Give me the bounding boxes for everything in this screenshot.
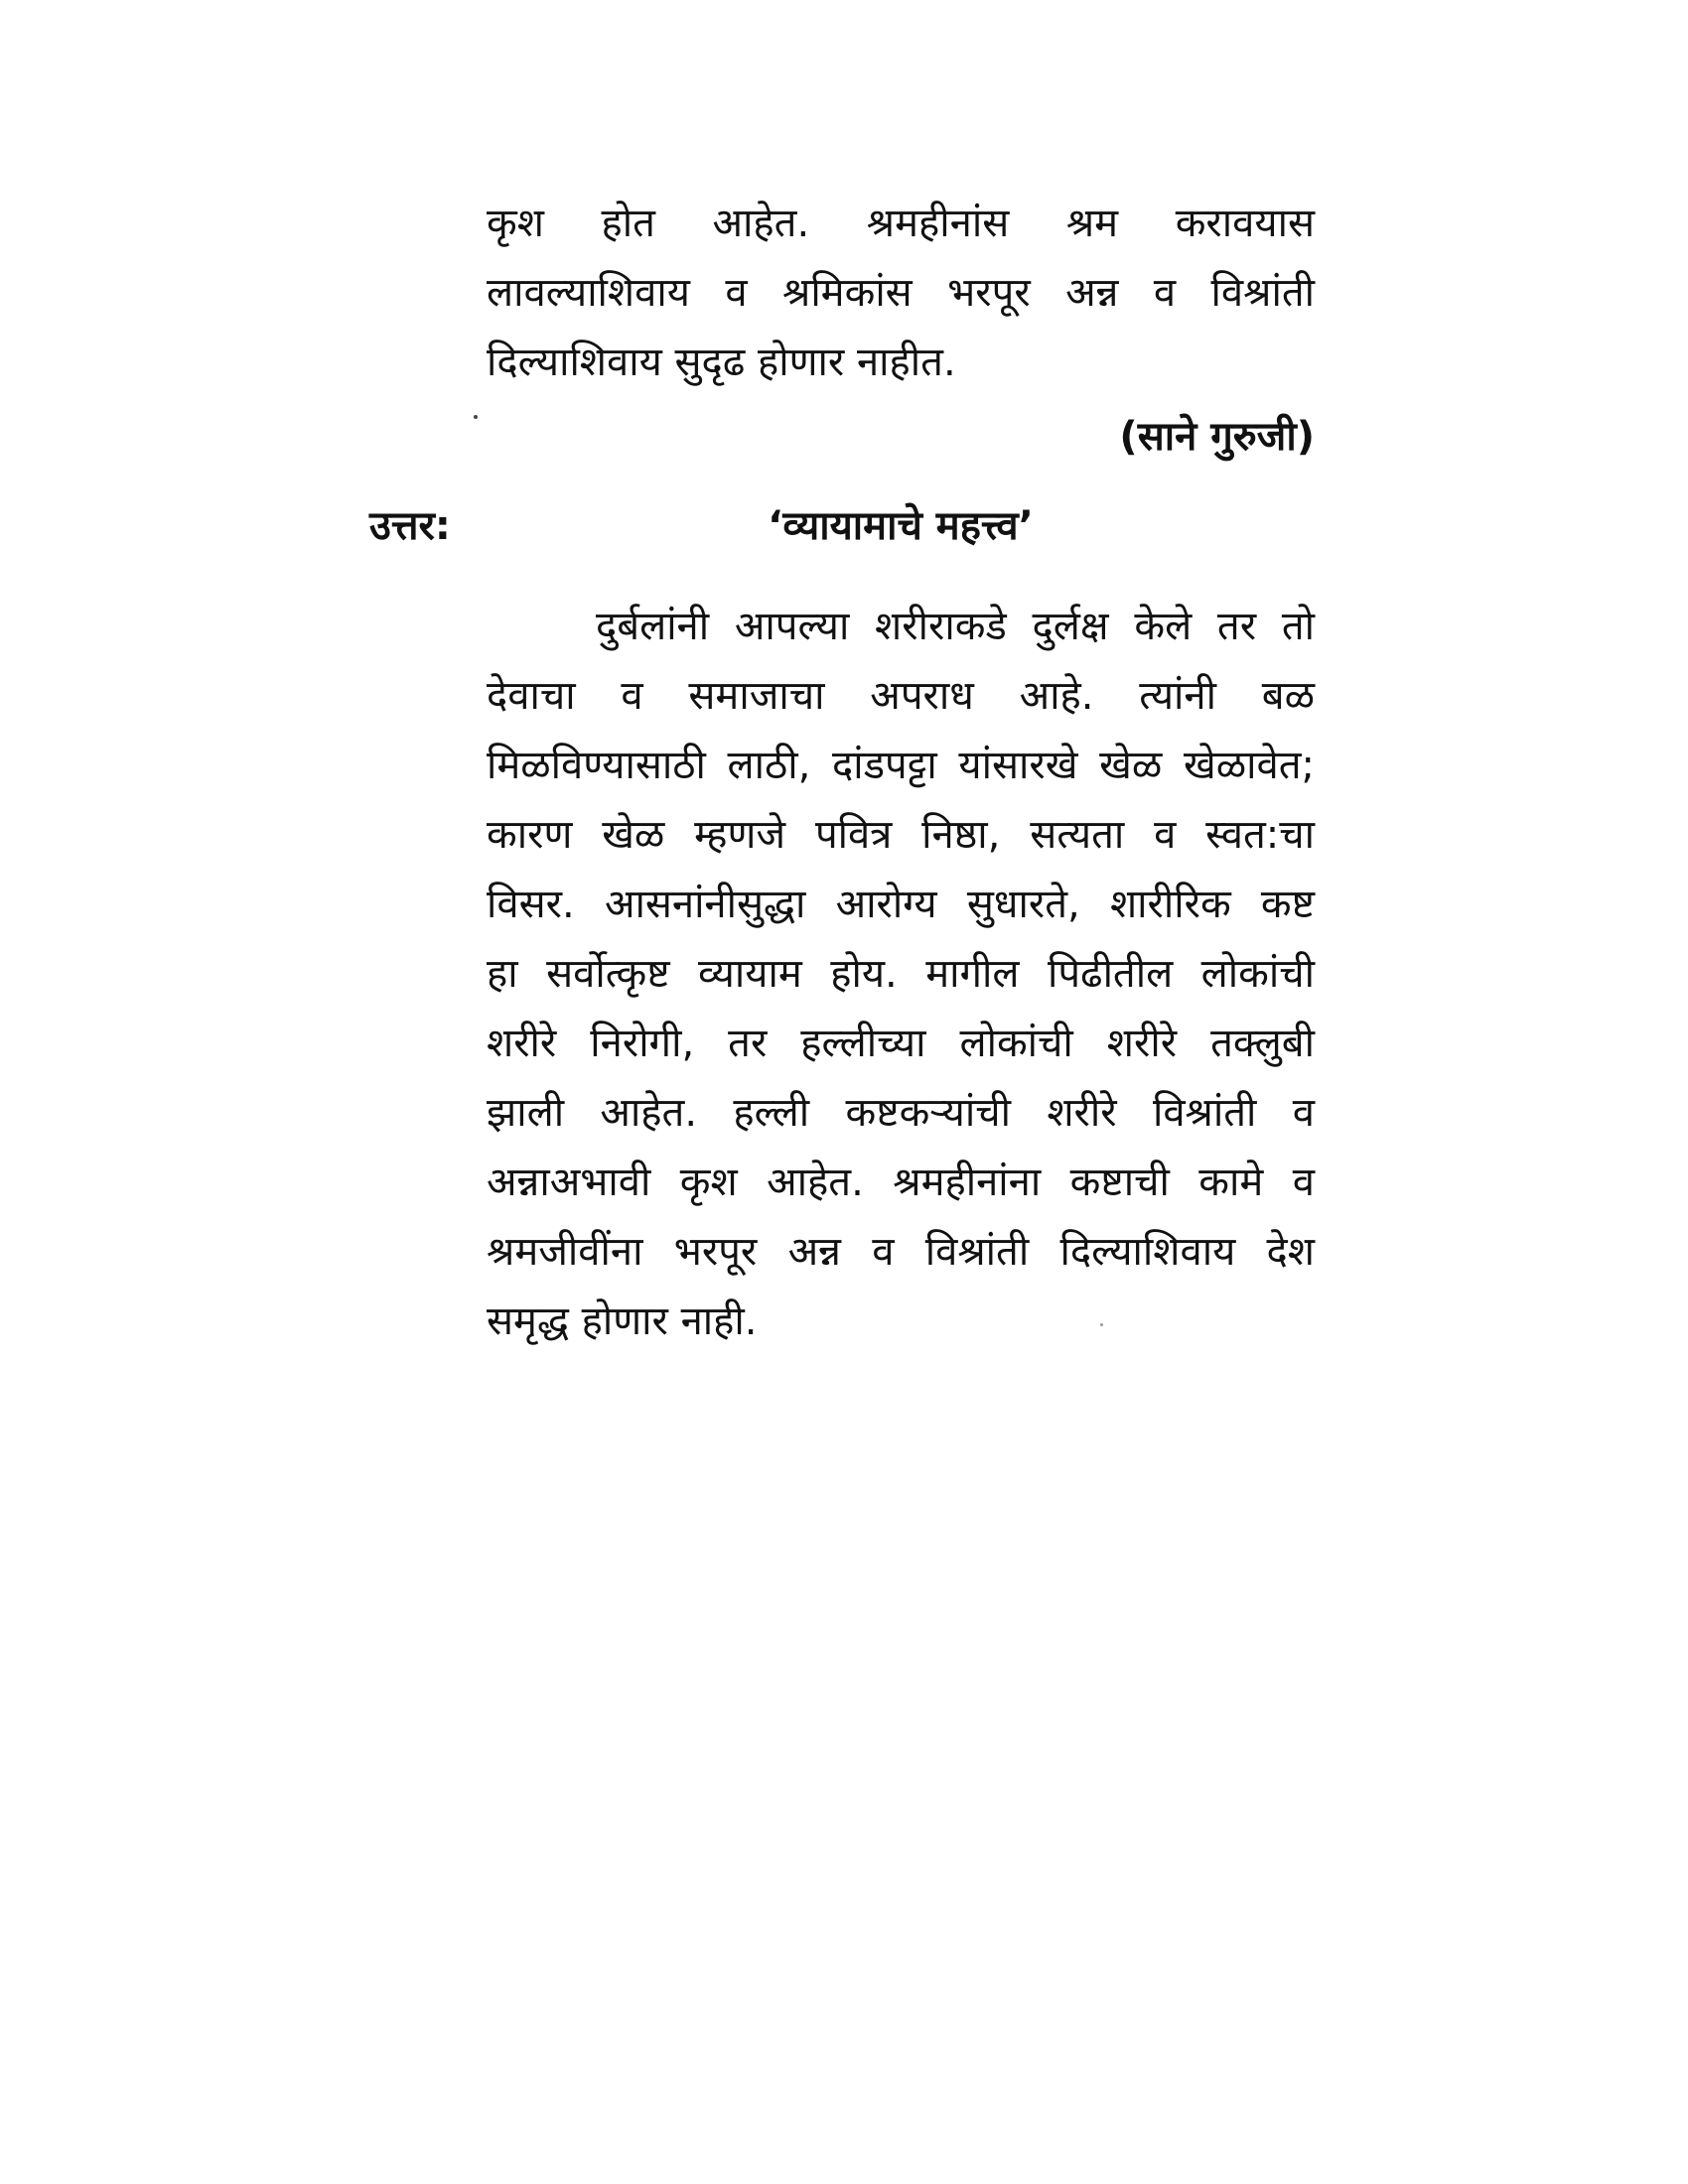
answer-line: अन्नाअभावी कृश आहेत. श्रमहीनांना कष्टाची कामे व <box>487 1160 1315 1205</box>
passage-paragraph <box>487 189 1315 397</box>
answer-paragraph <box>487 592 1315 1356</box>
answer-line: शरीरे निरोगी, तर हल्लीच्या लोकांची शरीरे तक्लुबी <box>487 1021 1315 1066</box>
answer-line: मिळविण्यासाठी लाठी, दांडपट्टा यांसारखे खेळ खेळावेत; <box>487 743 1315 788</box>
answer-line: हा सर्वोत्कृष्ट व्यायाम होय. मागील पिढीतील लोकांची <box>487 951 1315 997</box>
answer-label: उत्तर: <box>369 503 451 549</box>
answer-line: समृद्ध होणार नाही. <box>487 1298 758 1344</box>
answer-line: श्रमजीवींना भरपूर अन्न व विश्रांती दिल्याशिवाय देश <box>487 1229 1315 1275</box>
passage-attribution: (साने गुरुजी) <box>1119 414 1315 460</box>
answer-line: झाली आहेत. हल्ली कष्टकऱ्यांची शरीरे विश्रांती व <box>487 1090 1315 1136</box>
answer-title: ‘व्यायामाचे महत्त्व’ <box>768 503 1034 549</box>
passage-line: दिल्याशिवाय सुदृढ होणार नाहीत. <box>487 340 956 385</box>
answer-line: कारण खेळ म्हणजे पवित्र निष्ठा, सत्यता व स्वत:चा <box>487 812 1315 858</box>
scan-speck <box>474 415 478 419</box>
answer-line: देवाचा व समाजाचा अपराध आहे. त्यांनी बळ <box>487 673 1315 719</box>
answer-line: दुर्बलांनी आपल्या शरीराकडे दुर्लक्ष केले तर तो <box>596 604 1315 649</box>
passage-line: कृश होत आहेत. श्रमहीनांस श्रम करावयास <box>487 201 1315 246</box>
passage-line: लावल्याशिवाय व श्रमिकांस भरपूर अन्न व विश्रांती <box>487 270 1315 316</box>
scan-speck <box>1100 1323 1103 1326</box>
answer-line: विसर. आसनांनीसुद्धा आरोग्य सुधारते, शारीरिक कष्ट <box>487 882 1315 927</box>
